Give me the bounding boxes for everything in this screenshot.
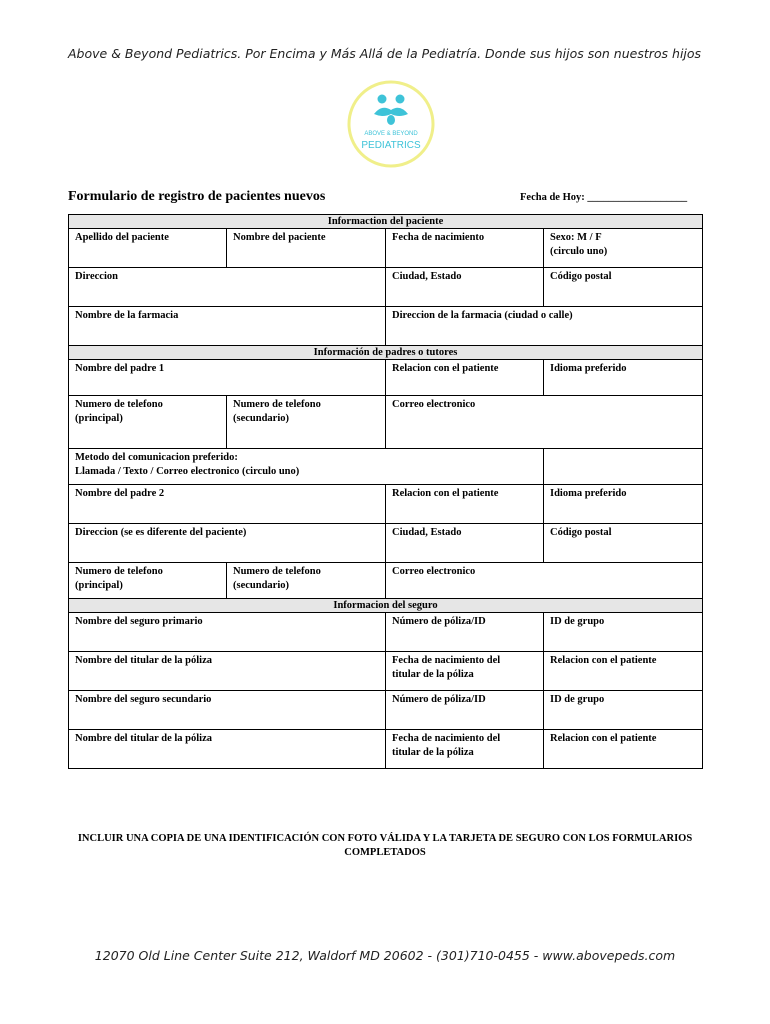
label-parent2-language: Idioma preferido bbox=[550, 488, 627, 499]
field-holder2-relation[interactable] bbox=[544, 730, 703, 769]
field-policy-number[interactable] bbox=[386, 613, 544, 652]
label-zip: Código postal bbox=[550, 271, 612, 282]
label-parent2-address: Direccion (se es diferente del paciente) bbox=[75, 527, 247, 538]
field-first-name[interactable] bbox=[227, 229, 386, 268]
field-pharmacy-name[interactable] bbox=[69, 307, 386, 346]
field-last-name[interactable] bbox=[69, 229, 227, 268]
label-policy-number-2: Número de póliza/ID bbox=[392, 694, 486, 705]
label-last-name: Apellido del paciente bbox=[75, 232, 169, 243]
label-phone-secondary-hint: (secundario) bbox=[233, 413, 289, 424]
label-parent1-language: Idioma preferido bbox=[550, 363, 627, 374]
section-heading-insurance: Informacion del seguro bbox=[69, 599, 703, 613]
field-sex[interactable] bbox=[544, 229, 703, 268]
label-parent2-relation: Relacion con el patiente bbox=[392, 488, 499, 499]
label-primary-insurance: Nombre del seguro primario bbox=[75, 616, 203, 627]
logo-text-bottom: PEDIATRICS bbox=[361, 140, 421, 151]
label-phone-primary-2: Numero de telefono bbox=[75, 566, 163, 577]
label-holder2-relation: Relacion con el patiente bbox=[550, 733, 657, 744]
field-birth-date[interactable] bbox=[386, 229, 544, 268]
label-parent2-name: Nombre del padre 2 bbox=[75, 488, 165, 499]
label-sex: Sexo: M / F bbox=[550, 232, 602, 243]
field-parent2-name[interactable] bbox=[69, 485, 386, 524]
label-birth-date: Fecha de nacimiento bbox=[392, 232, 485, 243]
field-zip[interactable] bbox=[544, 268, 703, 307]
label-address: Direccion bbox=[75, 271, 118, 282]
field-pharmacy-address[interactable] bbox=[386, 307, 703, 346]
label-policy-holder: Nombre del titular de la póliza bbox=[75, 655, 212, 666]
form-title: Formulario de registro de pacientes nuevos bbox=[68, 189, 326, 204]
field-address[interactable] bbox=[69, 268, 386, 307]
label-parent2-email: Correo electronico bbox=[392, 566, 476, 577]
field-policy-holder[interactable] bbox=[69, 652, 386, 691]
field-primary-insurance[interactable] bbox=[69, 613, 386, 652]
field-group-id-2[interactable] bbox=[544, 691, 703, 730]
label-parent2-city-state: Ciudad, Estado bbox=[392, 527, 462, 538]
footer-contact: 12070 Old Line Center Suite 212, Waldorf MD 20602 - (301)710-0455 - www.abovepeds.com bbox=[94, 948, 676, 963]
label-holder-dob: Fecha de nacimiento del bbox=[392, 655, 501, 666]
field-holder-dob[interactable] bbox=[386, 652, 544, 691]
label-comm-method: Metodo del comunicacion preferido: bbox=[75, 452, 238, 463]
field-parent2-address[interactable] bbox=[69, 524, 386, 563]
label-parent1-relation: Relacion con el patiente bbox=[392, 363, 499, 374]
label-holder2-dob-2: titular de la póliza bbox=[392, 747, 474, 758]
id-copy-note: INCLUIR UNA COPIA DE UNA IDENTIFICACIÓN CON FOTO VÁLIDA Y LA TARJETA DE SEGURO CON LOS FORMULARIOS COMPLETADOS bbox=[77, 833, 693, 858]
field-comm-method-blank[interactable] bbox=[544, 449, 703, 485]
logo-text-top: ABOVE & BEYOND bbox=[364, 131, 418, 137]
field-comm-method[interactable] bbox=[69, 449, 544, 485]
field-parent1-language[interactable] bbox=[544, 360, 703, 396]
practice-logo bbox=[347, 80, 435, 168]
field-parent1-email[interactable] bbox=[386, 396, 703, 449]
label-policy-number: Número de póliza/ID bbox=[392, 616, 486, 627]
label-phone-primary-hint-2: (principal) bbox=[75, 580, 123, 591]
label-secondary-insurance: Nombre del seguro secundario bbox=[75, 694, 212, 705]
field-parent2-phone-primary[interactable] bbox=[69, 563, 227, 599]
registration-table bbox=[68, 214, 703, 769]
label-phone-secondary-2: Numero de telefono bbox=[233, 566, 321, 577]
field-parent2-language[interactable] bbox=[544, 485, 703, 524]
label-comm-method-options: Llamada / Texto / Correo electronico (circulo uno) bbox=[75, 466, 300, 477]
label-policy-holder-2: Nombre del titular de la póliza bbox=[75, 733, 212, 744]
label-pharmacy-address: Direccion de la farmacia (ciudad o calle) bbox=[392, 310, 573, 321]
label-phone-secondary: Numero de telefono bbox=[233, 399, 321, 410]
field-policy-number-2[interactable] bbox=[386, 691, 544, 730]
label-parent1-email: Correo electronico bbox=[392, 399, 476, 410]
field-secondary-insurance[interactable] bbox=[69, 691, 386, 730]
label-parent1-name: Nombre del padre 1 bbox=[75, 363, 165, 374]
section-heading-parents: Información de padres o tutores bbox=[69, 346, 703, 360]
field-parent1-phone-secondary[interactable] bbox=[227, 396, 386, 449]
date-field[interactable]: Fecha de Hoy: ___________________ bbox=[520, 192, 688, 203]
header-tagline: Above & Beyond Pediatrics. Por Encima y Más Allá de la Pediatría. Donde sus hijos son nuestros hijos bbox=[68, 46, 702, 61]
field-holder-relation[interactable] bbox=[544, 652, 703, 691]
label-holder-relation: Relacion con el patiente bbox=[550, 655, 657, 666]
label-phone-secondary-hint-2: (secundario) bbox=[233, 580, 289, 591]
label-city-state: Ciudad, Estado bbox=[392, 271, 462, 282]
label-phone-primary: Numero de telefono bbox=[75, 399, 163, 410]
field-parent2-city-state[interactable] bbox=[386, 524, 544, 563]
label-holder-dob-2: titular de la póliza bbox=[392, 669, 474, 680]
label-parent2-zip: Código postal bbox=[550, 527, 612, 538]
label-pharmacy-name: Nombre de la farmacia bbox=[75, 310, 179, 321]
field-parent2-relation[interactable] bbox=[386, 485, 544, 524]
section-heading-patient: Informaction del paciente bbox=[69, 215, 703, 229]
field-parent2-phone-secondary[interactable] bbox=[227, 563, 386, 599]
label-phone-primary-hint: (principal) bbox=[75, 413, 123, 424]
field-policy-holder-2[interactable] bbox=[69, 730, 386, 769]
field-parent1-name[interactable] bbox=[69, 360, 386, 396]
label-group-id: ID de grupo bbox=[550, 616, 605, 627]
label-holder2-dob: Fecha de nacimiento del bbox=[392, 733, 501, 744]
field-group-id[interactable] bbox=[544, 613, 703, 652]
field-parent1-relation[interactable] bbox=[386, 360, 544, 396]
field-parent1-phone-primary[interactable] bbox=[69, 396, 227, 449]
field-parent2-email[interactable] bbox=[386, 563, 703, 599]
label-group-id-2: ID de grupo bbox=[550, 694, 605, 705]
label-first-name: Nombre del paciente bbox=[233, 232, 326, 243]
field-holder2-dob[interactable] bbox=[386, 730, 544, 769]
label-sex-hint: (circulo uno) bbox=[550, 246, 608, 257]
field-city-state[interactable] bbox=[386, 268, 544, 307]
field-parent2-zip[interactable] bbox=[544, 524, 703, 563]
